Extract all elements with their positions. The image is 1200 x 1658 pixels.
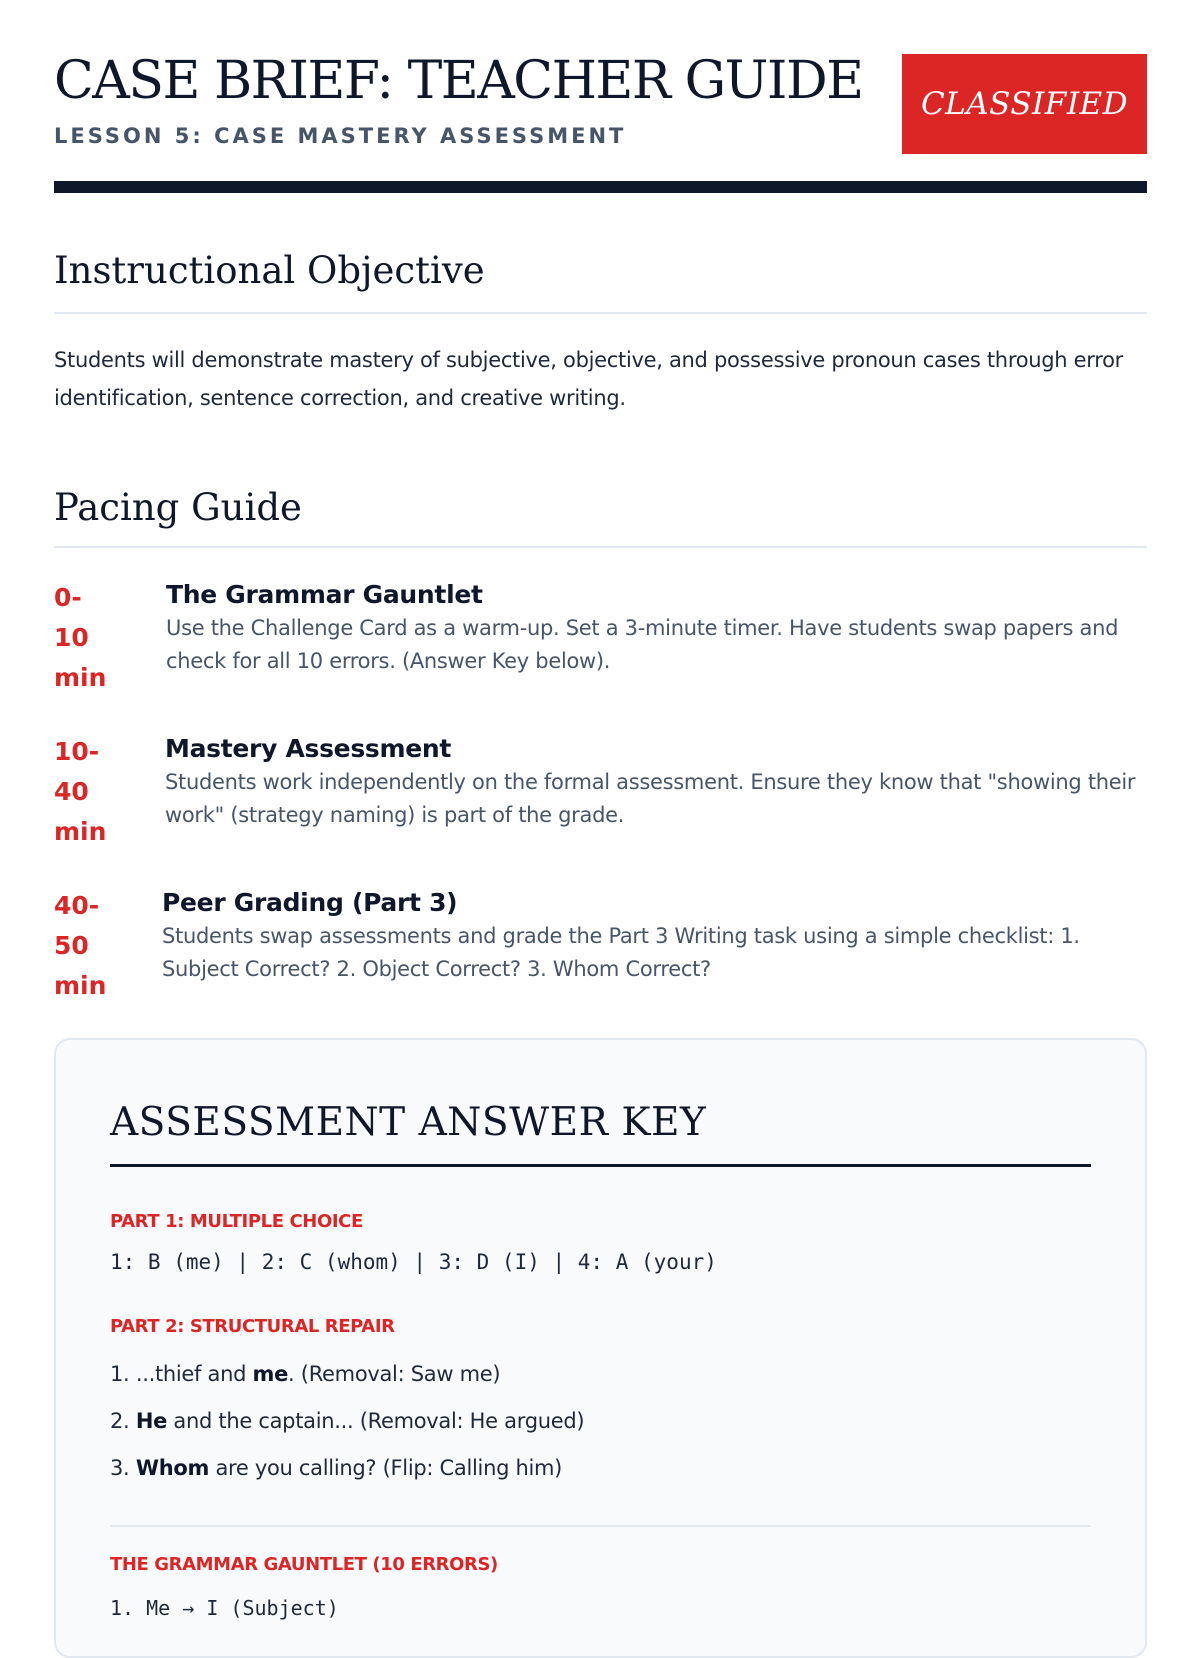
part1-answers: 1: B (me) | 2: C (whom) | 3: D (I) | 4: A (your) — [110, 1250, 717, 1274]
item-correction: He — [135, 1409, 168, 1433]
classified-stamp: CLASSIFIED — [902, 54, 1147, 154]
pacing-item-description: Use the Challenge Card as a warm-up. Set a 3-minute timer. Have students swap papers and check for all 10 errors. (Answer Key below). — [166, 615, 1119, 673]
pacing-item — [54, 732, 1147, 852]
part2-label: PART 2: STRUCTURAL REPAIR — [110, 1316, 395, 1337]
answer-key-divider — [110, 1164, 1091, 1167]
part2-item — [110, 1398, 1091, 1445]
pacing-time: 0-10 min — [54, 582, 107, 692]
item-number: 2. — [110, 1409, 130, 1433]
item-correction: Whom — [135, 1456, 210, 1480]
pacing-item-description: Students work independently on the formal assessment. Ensure they know that "showing their work" (strategy naming) is part of the grade. — [165, 769, 1136, 827]
pacing-time: 40-50 min — [54, 890, 107, 1000]
pacing-item-title: The Grammar Gauntlet — [166, 579, 483, 609]
part2-list — [110, 1351, 1091, 1492]
gauntlet-list — [110, 1593, 1091, 1623]
pacing-item — [54, 886, 1147, 1006]
pacing-item — [54, 578, 1147, 698]
pacing-item-title: Peer Grading (Part 3) — [162, 887, 458, 917]
pacing-item-description: Students swap assessments and grade the Part 3 Writing task using a simple checklist: 1. Subject Correct? 2. Object Correct? 3. Whom Correct? — [162, 923, 1080, 981]
page-title: CASE BRIEF: TEACHER GUIDE — [54, 51, 863, 111]
objective-text: Students will demonstrate mastery of subjective, objective, and possessive pronoun cases through error identification, sentence correction, and creative writing. — [54, 348, 1123, 411]
answer-key-panel — [54, 1038, 1147, 1658]
pacing-section — [54, 486, 1147, 1005]
item-text-after: . (Removal: Saw me) — [288, 1362, 501, 1386]
objective-section — [54, 249, 1147, 417]
section-divider — [54, 546, 1147, 548]
gauntlet-label: THE GRAMMAR GAUNTLET (10 ERRORS) — [110, 1554, 498, 1575]
item-text-before: ...thief and — [135, 1362, 253, 1386]
part2-item — [110, 1351, 1091, 1398]
part1-label: PART 1: MULTIPLE CHOICE — [110, 1211, 363, 1232]
answer-key-divider — [110, 1525, 1091, 1527]
section-divider — [54, 312, 1147, 314]
part2-item — [110, 1445, 1091, 1492]
gauntlet-item: 1. Me → I (Subject) — [110, 1596, 339, 1620]
item-text-after: and the captain... (Removal: He argued) — [167, 1409, 585, 1433]
pacing-item-title: Mastery Assessment — [165, 733, 452, 763]
item-number: 1. — [110, 1362, 130, 1386]
page-subtitle: LESSON 5: CASE MASTERY ASSESSMENT — [54, 124, 627, 148]
item-text-after: are you calling? (Flip: Calling him) — [209, 1456, 563, 1480]
item-correction: me — [252, 1362, 289, 1386]
header-divider — [54, 181, 1147, 193]
answer-key-heading: ASSESSMENT ANSWER KEY — [110, 1100, 707, 1145]
objective-heading: Instructional Objective — [54, 249, 485, 292]
pacing-time: 10-40 min — [54, 736, 107, 846]
pacing-heading: Pacing Guide — [54, 486, 302, 530]
page-header — [54, 0, 1147, 193]
pacing-list — [54, 578, 1147, 1006]
item-number: 3. — [110, 1456, 130, 1480]
